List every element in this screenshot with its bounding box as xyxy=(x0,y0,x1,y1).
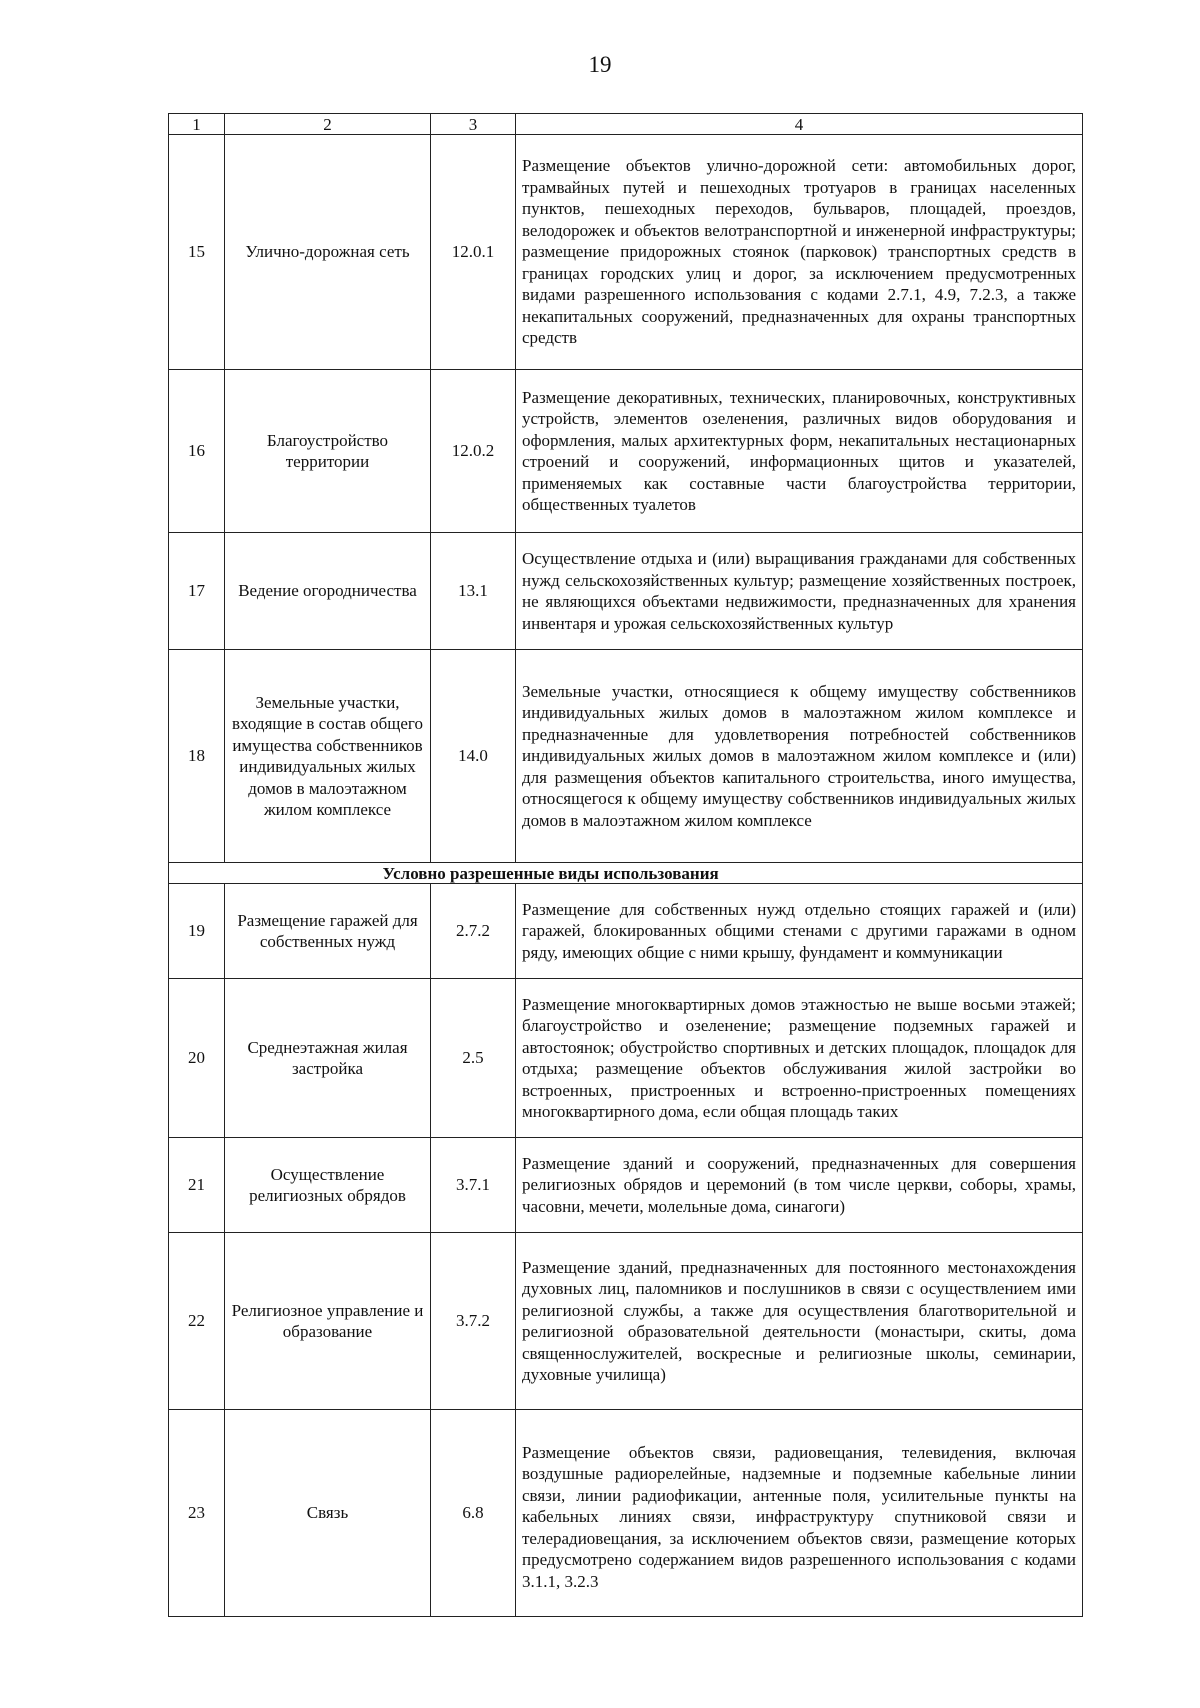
table-row xyxy=(169,884,1083,979)
land-use-name: Ведение огородничества xyxy=(225,533,431,650)
land-use-description: Размещение зданий и сооружений, предназначенных для совершения религиозных обрядов и церемоний (в том числе церкви, соборы, храмы, часовни, мечети, молельные дома, синагоги) xyxy=(516,1138,1083,1233)
land-use-table xyxy=(168,113,1083,1617)
table-row xyxy=(169,979,1083,1138)
table-row xyxy=(169,135,1083,370)
land-use-description: Осуществление отдыха и (или) выращивания гражданами для собственных нужд сельскохозяйственных культур; размещение хозяйственных построек, не являющихся объектами недвижимости, предназначенных для хранения инвентаря и урожая сельскохозяйственных культур xyxy=(516,533,1083,650)
table-row xyxy=(169,1233,1083,1410)
row-number: 22 xyxy=(169,1233,225,1410)
column-number-4: 4 xyxy=(516,114,1083,135)
land-use-description: Размещение для собственных нужд отдельно стоящих гаражей и (или) гаражей, блокированных общими стенами с другими гаражами в одном ряду, имеющих общие с ними крышу, фундамент и коммуникации xyxy=(516,884,1083,979)
land-use-code: 14.0 xyxy=(431,650,516,863)
row-number: 21 xyxy=(169,1138,225,1233)
land-use-code: 3.7.2 xyxy=(431,1233,516,1410)
land-use-name: Размещение гаражей для собственных нужд xyxy=(225,884,431,979)
land-use-code: 12.0.2 xyxy=(431,370,516,533)
row-number: 15 xyxy=(169,135,225,370)
land-use-code: 13.1 xyxy=(431,533,516,650)
land-use-name: Осуществление религиозных обрядов xyxy=(225,1138,431,1233)
table-row xyxy=(169,1138,1083,1233)
column-number-3: 3 xyxy=(431,114,516,135)
land-use-code: 12.0.1 xyxy=(431,135,516,370)
land-use-name: Среднеэтажная жилая застройка xyxy=(225,979,431,1138)
land-use-description: Размещение декоративных, технических, планировочных, конструктивных устройств, элементов озеленения, различных видов оборудования и оформления, малых архитектурных форм, некапитальных нестационарных строений и сооружений, информационных щитов и указателей, применяемых как составные части благоустройства территории, общественных туалетов xyxy=(516,370,1083,533)
table-header-row xyxy=(169,114,1083,135)
row-number: 17 xyxy=(169,533,225,650)
row-number: 16 xyxy=(169,370,225,533)
land-use-name: Связь xyxy=(225,1410,431,1617)
land-use-description: Размещение объектов связи, радиовещания, телевидения, включая воздушные радиорелейные, надземные и подземные кабельные линии связи, линии радиофикации, антенные поля, усилительные пункты на кабельных линиях связи, инфраструктуру спутниковой связи и телерадиовещания, за исключением объектов связи, размещение которых предусмотрено содержанием видов разрешенного использования с кодами 3.1.1, 3.2.3 xyxy=(516,1410,1083,1617)
table-row xyxy=(169,1410,1083,1617)
row-number: 20 xyxy=(169,979,225,1138)
land-use-description: Размещение многоквартирных домов этажностью не выше восьми этажей; благоустройство и озеленение; размещение подземных гаражей и автостоянок; обустройство спортивных и детских площадок, площадок для отдыха; размещение объектов обслуживания жилой застройки во встроенных, пристроенных и встроенно-пристроенных помещениях многоквартирного дома, если общая площадь таких xyxy=(516,979,1083,1138)
land-use-name: Религиозное управление и образование xyxy=(225,1233,431,1410)
row-number: 18 xyxy=(169,650,225,863)
table-row xyxy=(169,650,1083,863)
land-use-name: Земельные участки, входящие в состав общего имущества собственников индивидуальных жилых домов в малоэтажном жилом комплексе xyxy=(225,650,431,863)
section-row xyxy=(169,863,1083,884)
land-use-description: Размещение зданий, предназначенных для постоянного местонахождения духовных лиц, паломников и послушников в связи с осуществлением ими религиозной службы, а также для осуществления благотворительной и религиозной образовательной деятельности (монастыри, скиты, дома священнослужителей, воскресные и религиозные школы, семинарии, духовные училища) xyxy=(516,1233,1083,1410)
row-number: 23 xyxy=(169,1410,225,1617)
row-number: 19 xyxy=(169,884,225,979)
land-use-name: Благоустройство территории xyxy=(225,370,431,533)
land-use-description: Размещение объектов улично-дорожной сети: автомобильных дорог, трамвайных путей и пешеходных тротуаров в границах населенных пунктов, пешеходных переходов, бульваров, площадей, проездов, велодорожек и объектов велотранспортной и инженерной инфраструктуры; размещение придорожных стоянок (парковок) транспортных средств в границах городских улиц и дорог, за исключением предусмотренных видами разрешенного использования с кодами 2.7.1, 4.9, 7.2.3, а также некапитальных сооружений, предназначенных для охраны транспортных средств xyxy=(516,135,1083,370)
page-number: 19 xyxy=(588,52,612,77)
table-row xyxy=(169,533,1083,650)
section-title-text: Условно разрешенные виды использования xyxy=(382,863,719,883)
column-number-1: 1 xyxy=(169,114,225,135)
land-use-description: Земельные участки, относящиеся к общему имуществу собственников индивидуальных жилых домов в малоэтажном жилом комплексе и предназначенные для удовлетворения потребностей собственников индивидуальных жилых домов в малоэтажном жилом комплексе и (или) для размещения объектов капитального строительства, иного имущества, относящегося к общему имуществу собственников индивидуальных жилых домов в малоэтажном жилом комплексе xyxy=(516,650,1083,863)
land-use-code: 2.5 xyxy=(431,979,516,1138)
land-use-name: Улично-дорожная сеть xyxy=(225,135,431,370)
table-row xyxy=(169,370,1083,533)
land-use-code: 3.7.1 xyxy=(431,1138,516,1233)
column-number-2: 2 xyxy=(225,114,431,135)
land-use-code: 6.8 xyxy=(431,1410,516,1617)
land-use-code: 2.7.2 xyxy=(431,884,516,979)
section-title xyxy=(382,863,1083,884)
